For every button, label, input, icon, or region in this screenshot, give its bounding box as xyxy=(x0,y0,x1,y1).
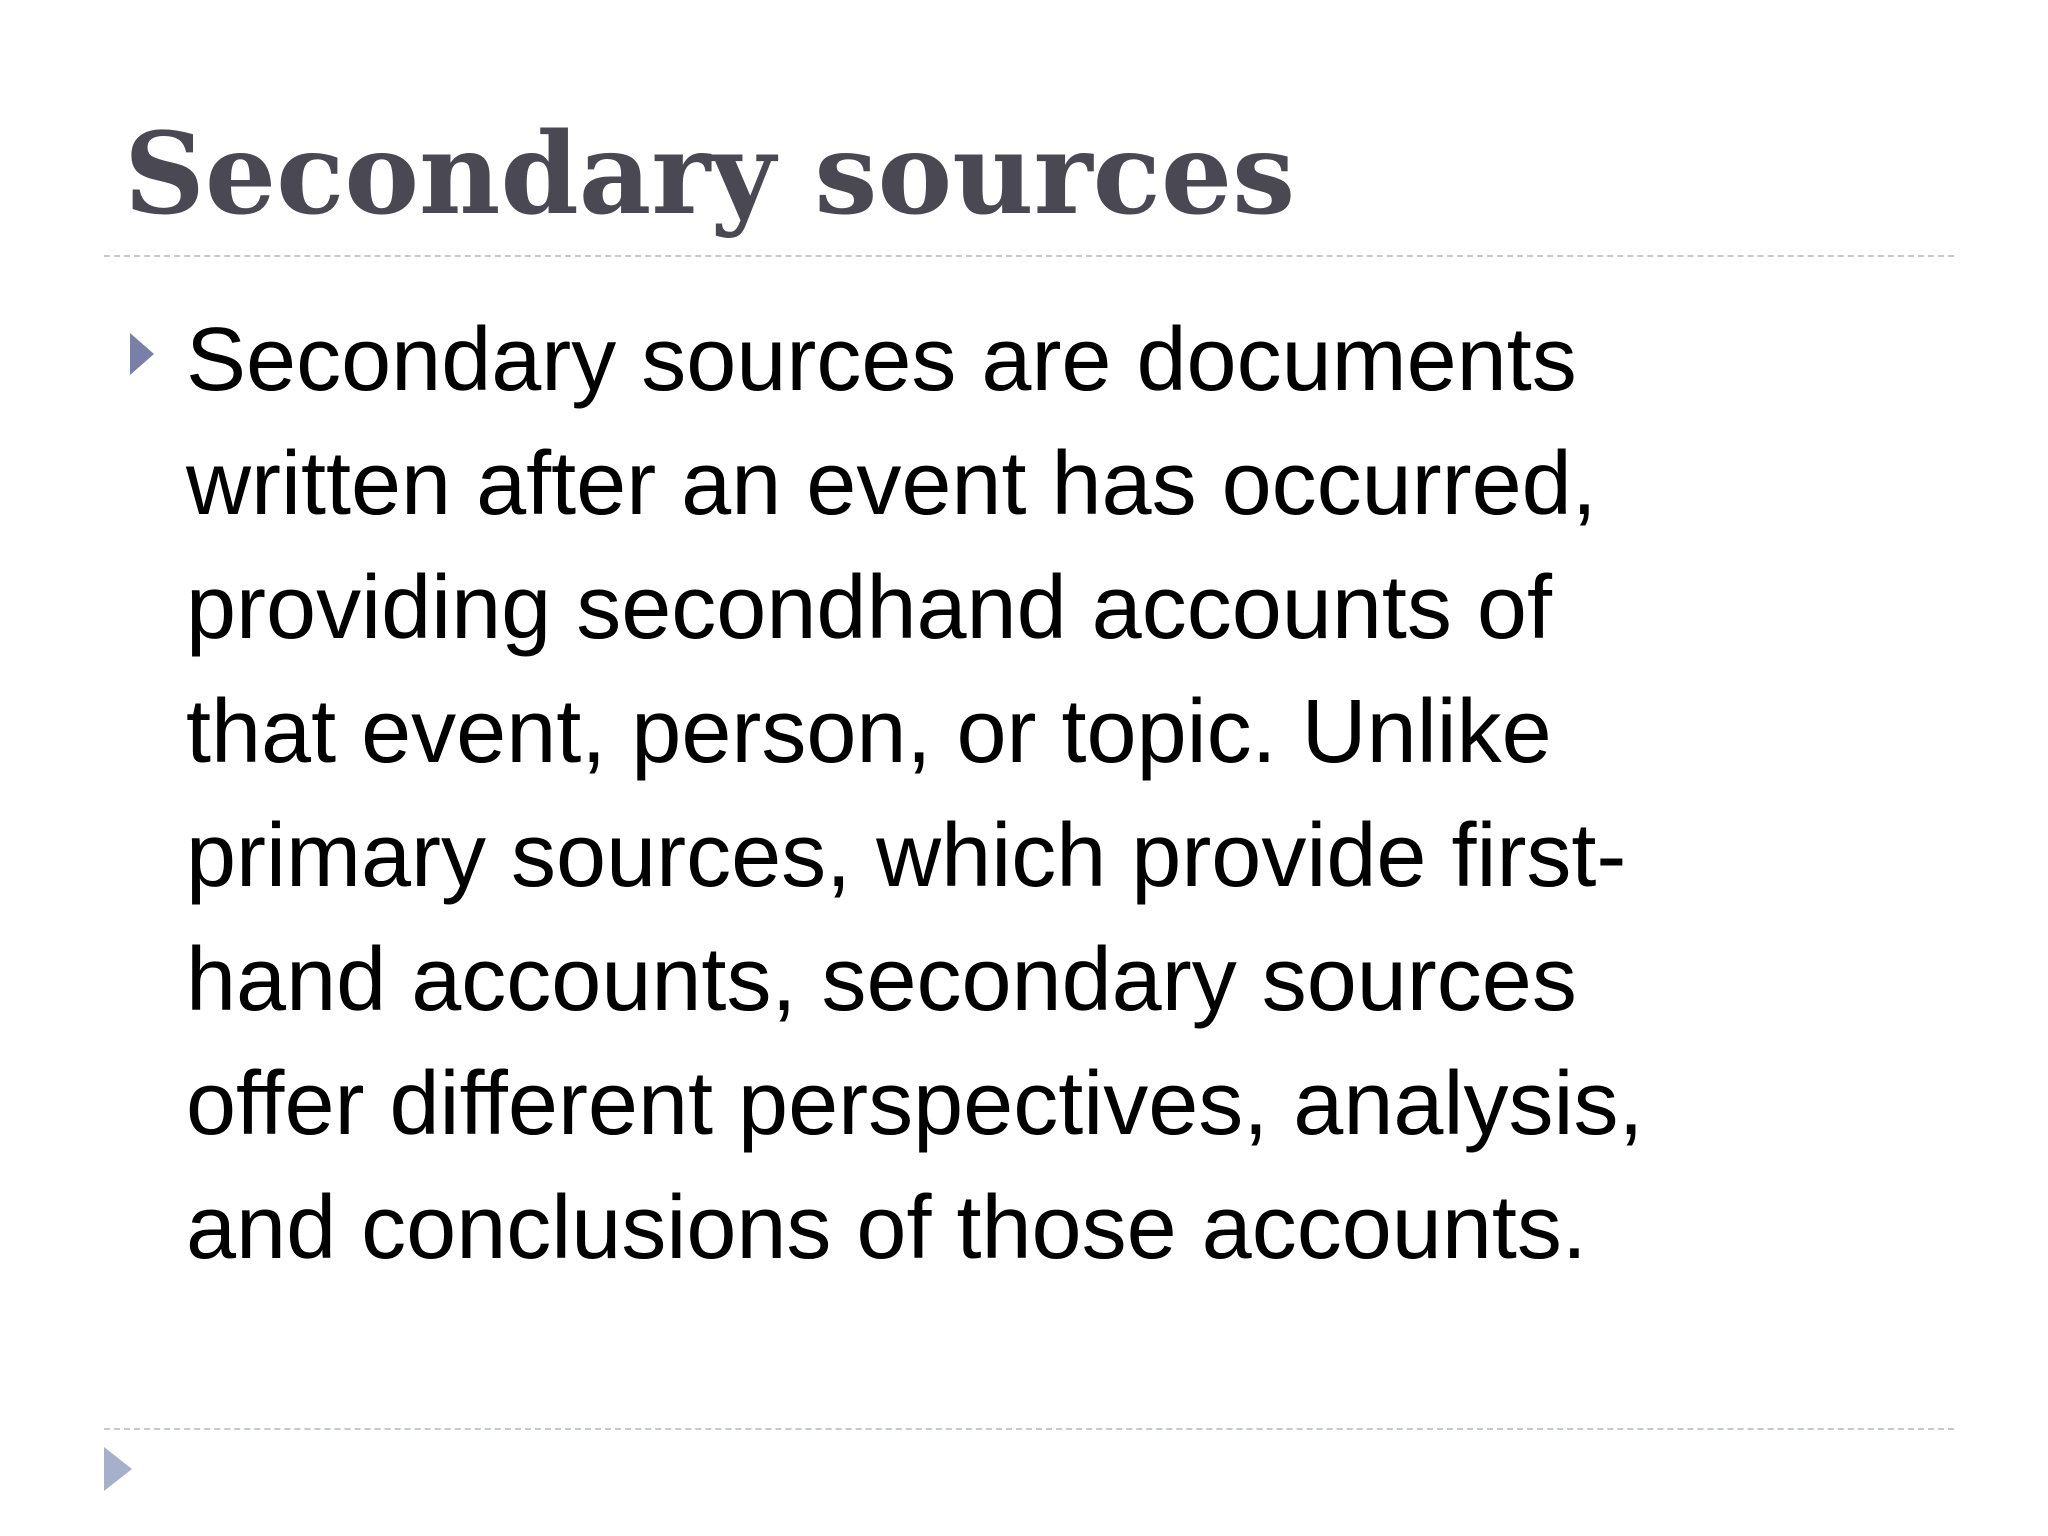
bullet-line: hand accounts, secondary sources xyxy=(186,930,1577,1030)
bullet-text xyxy=(186,298,1956,1290)
bullet-line: and conclusions of those accounts. xyxy=(186,1178,1587,1278)
triangle-arrow-icon xyxy=(104,1447,132,1491)
bullet-line: that event, person, or topic. Unlike xyxy=(186,682,1552,782)
bullet-line: Secondary sources are documents xyxy=(186,310,1577,410)
bullet-line: providing secondhand accounts of xyxy=(186,558,1552,658)
title-divider xyxy=(104,255,1954,257)
footer-divider xyxy=(104,1428,1954,1430)
bullet-line: primary sources, which provide first- xyxy=(186,806,1627,906)
bullet-line: offer different perspectives, analysis, xyxy=(186,1054,1644,1154)
slide-title: Secondary sources xyxy=(124,109,1296,240)
bullet-line: written after an event has occurred, xyxy=(186,434,1597,534)
triangle-bullet-icon xyxy=(130,333,154,375)
